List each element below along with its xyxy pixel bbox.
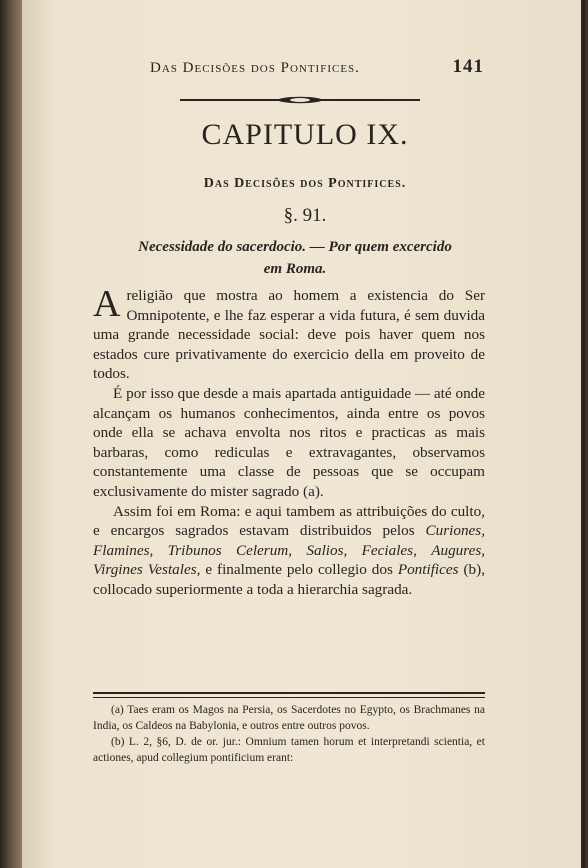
term-salios: Salios,	[306, 541, 348, 559]
paragraph-3-text-a: Assim foi em Roma: e aqui tambem as attribuições do culto, e encargos sagrados estavam distribuidos pelos	[93, 502, 485, 540]
section-heading	[95, 236, 495, 280]
drop-cap: A	[93, 283, 121, 325]
running-title: Das Decisões dos Pontifices.	[150, 60, 360, 76]
chapter-title: CAPITULO IX.	[201, 118, 409, 151]
section-heading-line2: em Roma.	[263, 261, 327, 277]
term-augures: Augures,	[431, 541, 486, 559]
term-pontifices: Pontifices	[397, 561, 459, 579]
footnote-b: (b) L. 2, §6, D. de or. jur.: Omnium tamen horum et interpretandi scientia, et actiones, apud collegium pontificium erant:	[93, 736, 485, 764]
body-text	[93, 283, 486, 600]
footnotes	[93, 702, 485, 766]
paragraph-1-text: religião que mostra ao homem a existencia do Ser Omnipotente, e lhe faz esperar a vida futura, é sem duvida uma grande necessidade social: deve pois haver quem nos estados cure privativamente do exercicio della em proveito de todos.	[93, 287, 485, 383]
term-feciales: Feciales,	[361, 541, 417, 559]
section-number: §. 91.	[283, 205, 327, 226]
paragraph-3	[93, 502, 485, 600]
term-virgines: Virgines Vestales,	[93, 561, 201, 579]
paragraph-1	[93, 283, 485, 384]
running-head	[150, 56, 484, 80]
chapter-subtitle: Das Decisões dos Pontifices.	[203, 176, 407, 191]
paragraph-3-text-c: (b), collocado superiormente a toda a hierarchia sagrada.	[93, 561, 485, 598]
section-heading-line1: Necessidade do sacerdocio. — Por quem excercido	[138, 239, 452, 255]
page-number: 141	[452, 56, 484, 77]
term-flamines: Flamines,	[93, 541, 154, 559]
book-spine-shadow	[0, 0, 22, 868]
term-tribunos: Tribunos Celerum,	[167, 541, 293, 559]
footnote-a: (a) Taes eram os Magos na Persia, os Sacerdotes no Egypto, os Brachmanes na India, os Caldeos na Babylonia, e outros entre outros povos.	[93, 704, 485, 732]
ornament-rule	[180, 96, 420, 104]
footnote-rule	[93, 692, 485, 694]
paragraph-2: É por isso que desde a mais apartada antiguidade — até onde alcançam os humanos conhecimentos, ainda entre os povos onde ella se achava envolta nos ritos e practicas as mais barbaras, como rediculas e extravagantes, observamos constantemente uma classe de pessoas que se occupam exclusivamente do mister sagrado (a).	[93, 384, 485, 500]
paragraph-3-text-b: e finalmente pelo collegio dos	[205, 561, 393, 579]
term-curiones: Curiones,	[425, 522, 486, 540]
footnote-rule-thin	[93, 697, 485, 698]
